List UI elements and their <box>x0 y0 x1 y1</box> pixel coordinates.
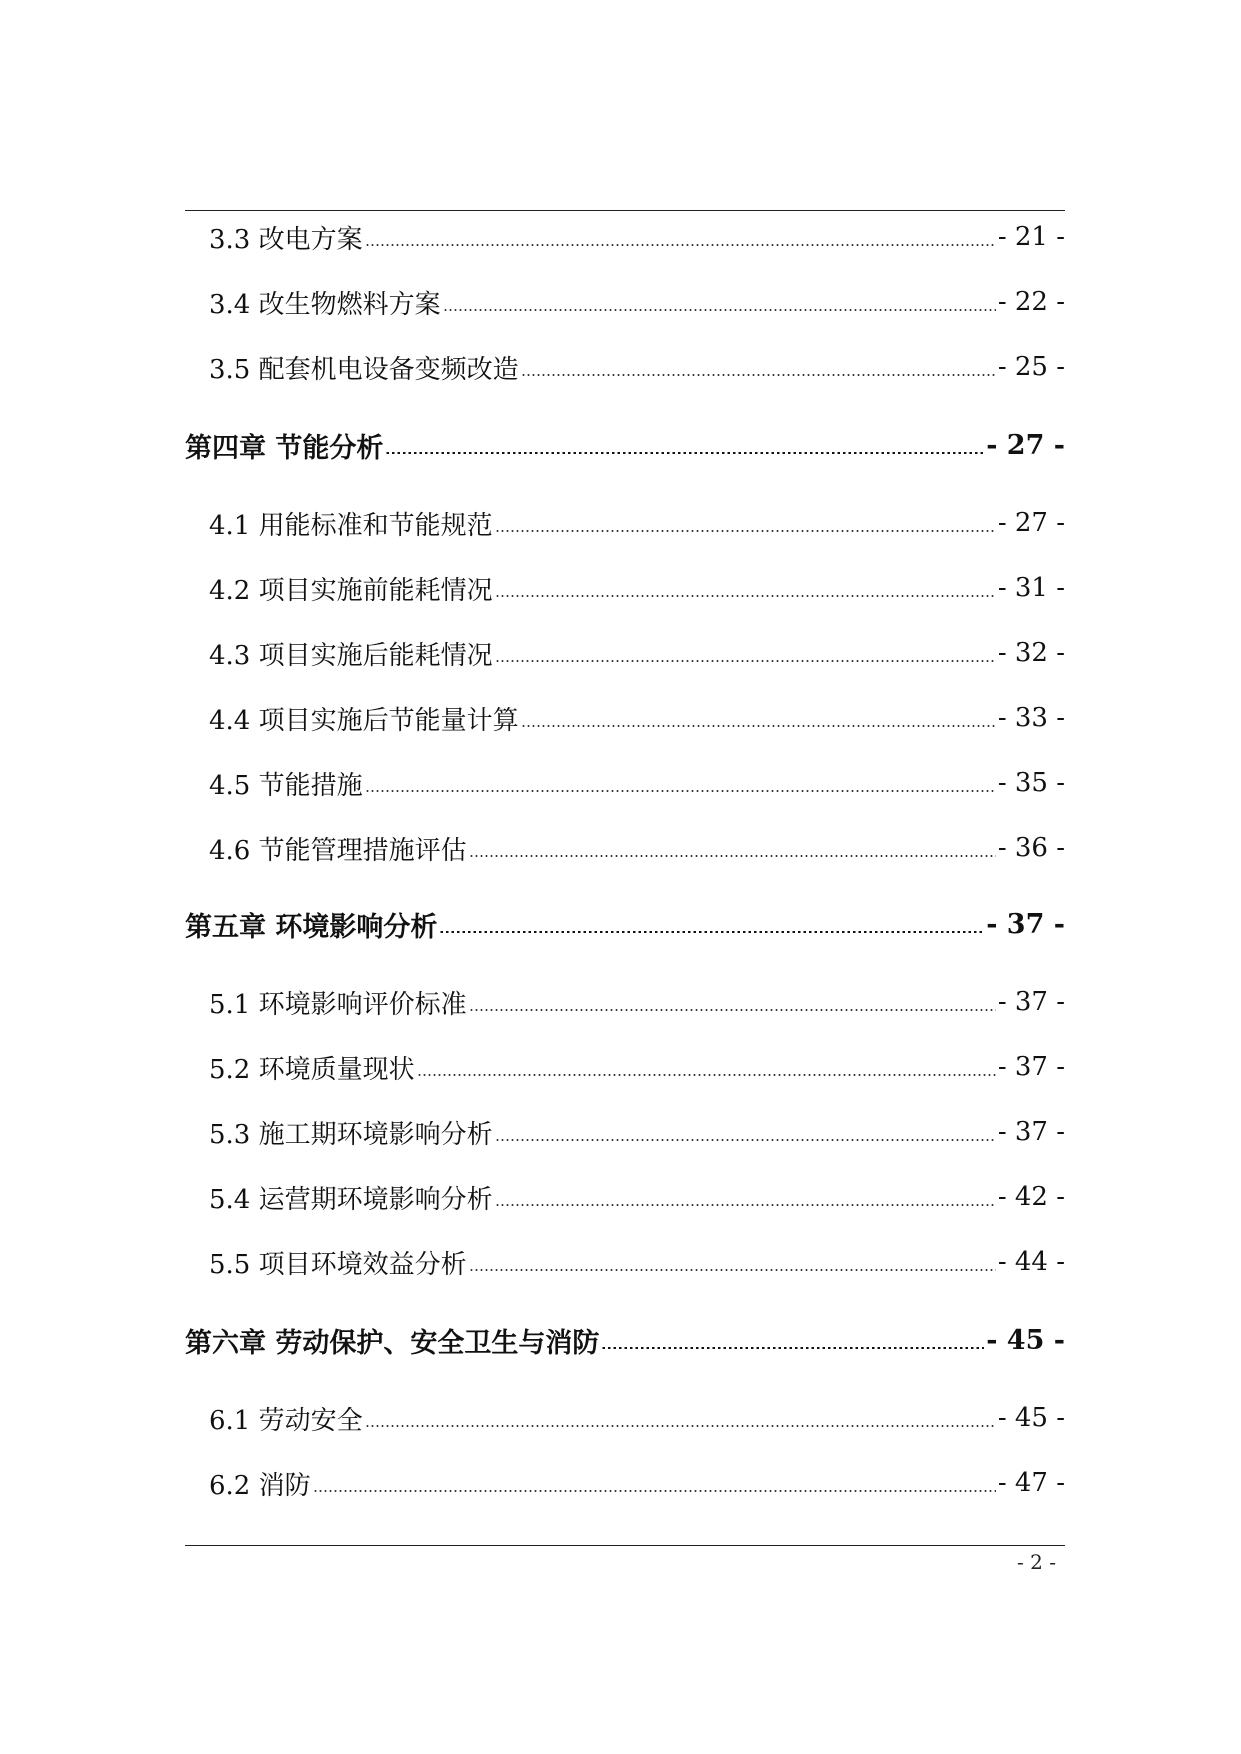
toc-dot-leader <box>495 1139 996 1141</box>
toc-entry-4-1[interactable] <box>185 503 1065 543</box>
toc-dot-leader <box>439 931 984 933</box>
toc-entry-title: 5.4 运营期环境影响分析 <box>209 1184 493 1215</box>
toc-entry-title: 5.5 项目环境效益分析 <box>209 1249 467 1280</box>
toc-dot-leader <box>469 855 996 857</box>
toc-dot-leader <box>469 1269 996 1271</box>
toc-chapter-5[interactable] <box>185 904 1065 944</box>
toc-entry-title: 5.2 环境质量现状 <box>209 1054 415 1085</box>
toc-entry-5-3[interactable] <box>185 1112 1065 1152</box>
toc-entry-page: - 37 - <box>997 1052 1065 1082</box>
toc-chapter-page: - 45 - <box>986 1324 1065 1356</box>
toc-dot-leader <box>469 1009 996 1011</box>
toc-entry-title: 5.1 环境影响评价标准 <box>209 989 467 1020</box>
page-number: - 2 - <box>1017 1550 1056 1574</box>
toc-entry-page: - 27 - <box>997 508 1065 538</box>
toc-chapter-title: 第五章 环境影响分析 <box>185 911 438 943</box>
toc-entry-3-4[interactable] <box>185 282 1065 322</box>
toc-entry-title: 4.2 项目实施前能耗情况 <box>209 575 493 606</box>
toc-entry-page: - 47 - <box>997 1468 1065 1498</box>
footer-rule <box>185 1545 1065 1546</box>
toc-entry-3-3[interactable] <box>185 217 1065 257</box>
toc-entry-title: 4.6 节能管理措施评估 <box>209 835 467 866</box>
toc-entry-page: - 37 - <box>997 1117 1065 1147</box>
toc-dot-leader <box>417 1074 996 1076</box>
toc-entry-6-2[interactable] <box>185 1463 1065 1503</box>
header-rule <box>185 210 1065 211</box>
toc-entry-page: - 22 - <box>997 287 1065 317</box>
toc-entry-page: - 31 - <box>997 573 1065 603</box>
toc-entry-title: 4.3 项目实施后能耗情况 <box>209 640 493 671</box>
toc-entry-3-5[interactable] <box>185 347 1065 387</box>
toc-entry-title: 5.3 施工期环境影响分析 <box>209 1119 493 1150</box>
toc-entry-4-2[interactable] <box>185 568 1065 608</box>
toc-dot-leader <box>495 595 996 597</box>
toc-entry-title: 4.1 用能标准和节能规范 <box>209 510 493 541</box>
toc-entry-page: - 36 - <box>997 833 1065 863</box>
toc-entry-title: 4.4 项目实施后节能量计算 <box>209 705 519 736</box>
toc-chapter-4[interactable] <box>185 425 1065 465</box>
toc-entry-title: 3.5 配套机电设备变频改造 <box>209 354 519 385</box>
toc-dot-leader <box>365 244 996 246</box>
toc-dot-leader <box>365 790 996 792</box>
toc-entry-page: - 35 - <box>997 768 1065 798</box>
toc-entry-5-4[interactable] <box>185 1177 1065 1217</box>
toc-entry-5-5[interactable] <box>185 1242 1065 1282</box>
toc-dot-leader <box>521 725 996 727</box>
toc-entry-page: - 33 - <box>997 703 1065 733</box>
toc-entry-title: 6.1 劳动安全 <box>209 1405 363 1436</box>
toc-dot-leader <box>495 660 996 662</box>
toc-entry-page: - 32 - <box>997 638 1065 668</box>
toc-dot-leader <box>495 1204 996 1206</box>
toc-entry-title: 4.5 节能措施 <box>209 770 363 801</box>
toc-entry-page: - 45 - <box>997 1403 1065 1433</box>
toc-dot-leader <box>495 530 996 532</box>
toc-entry-page: - 25 - <box>997 352 1065 382</box>
toc-entry-5-2[interactable] <box>185 1047 1065 1087</box>
toc-chapter-title: 第四章 节能分析 <box>185 432 384 464</box>
toc-entry-page: - 21 - <box>997 222 1065 252</box>
toc-entry-title: 3.4 改生物燃料方案 <box>209 289 441 320</box>
toc-entry-5-1[interactable] <box>185 982 1065 1022</box>
toc-entry-6-1[interactable] <box>185 1398 1065 1438</box>
toc-entry-4-3[interactable] <box>185 633 1065 673</box>
toc-dot-leader <box>365 1425 996 1427</box>
toc-chapter-page: - 27 - <box>986 429 1065 461</box>
toc-entry-4-4[interactable] <box>185 698 1065 738</box>
toc-chapter-page: - 37 - <box>986 908 1065 940</box>
toc-entry-page: - 44 - <box>997 1247 1065 1277</box>
toc-entry-title: 3.3 改电方案 <box>209 224 363 255</box>
toc-chapter-6[interactable] <box>185 1320 1065 1360</box>
toc-dot-leader <box>521 374 996 376</box>
toc-dot-leader <box>385 452 984 454</box>
toc-entry-4-5[interactable] <box>185 763 1065 803</box>
toc-entry-4-6[interactable] <box>185 828 1065 868</box>
toc-entry-page: - 37 - <box>997 987 1065 1017</box>
toc-dot-leader <box>601 1347 984 1349</box>
toc-chapter-title: 第六章 劳动保护、安全卫生与消防 <box>185 1327 600 1359</box>
toc-entry-title: 6.2 消防 <box>209 1470 311 1501</box>
toc-dot-leader <box>313 1490 996 1492</box>
toc-entry-page: - 42 - <box>997 1182 1065 1212</box>
toc-dot-leader <box>443 309 996 311</box>
